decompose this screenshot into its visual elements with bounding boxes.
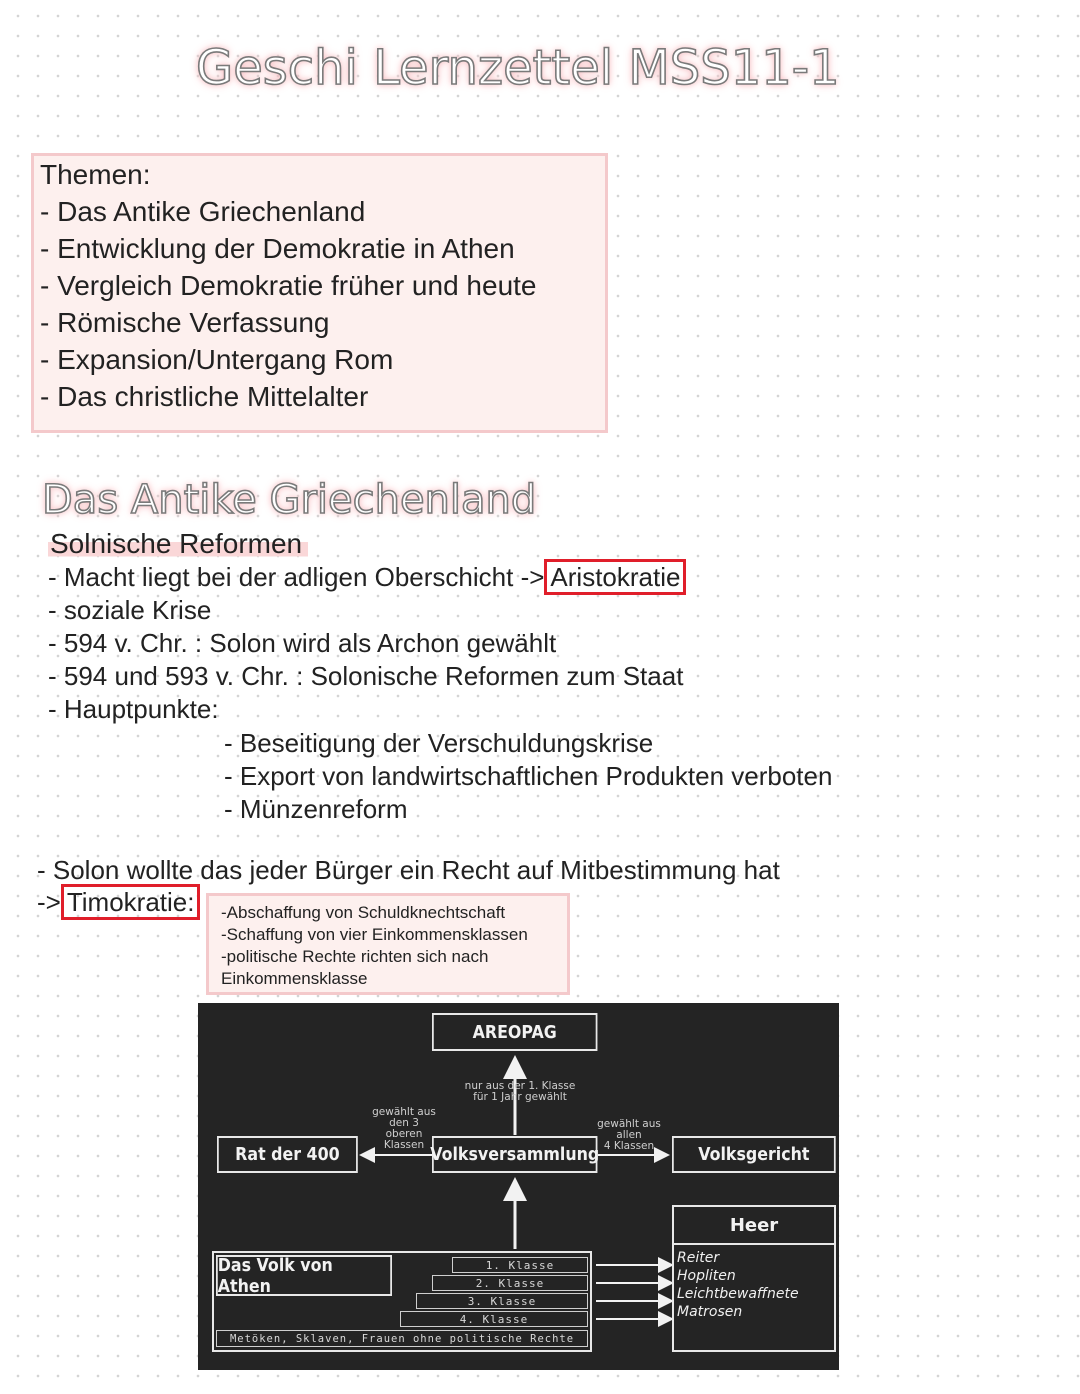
timo-note: -Schaffung von vier Einkommensklassen: [221, 925, 528, 944]
line-macht-text: - Macht liegt bei der adligen Oberschicht ->: [48, 562, 545, 592]
rat-note: [368, 1107, 440, 1151]
rat-note-line: den 3: [389, 1117, 419, 1129]
gericht-note-line: 4 Klassen: [603, 1140, 655, 1152]
line-solon: - Solon wollte das jeder Bürger ein Recht auf Mitbestimmung hat: [37, 855, 780, 885]
page-title: Geschi Lernzettel MSS11-1: [196, 40, 840, 96]
line-reformen: - 594 und 593 v. Chr. : Solonische Reformen zum Staat: [48, 661, 684, 691]
volksgericht-box: Volksgericht: [672, 1136, 836, 1173]
topics-box: [31, 153, 608, 433]
line-archon: - 594 v. Chr. : Solon wird als Archon gewählt: [48, 628, 557, 658]
heer-list: [674, 1245, 834, 1321]
areopag-note-line: nur aus der 1. Klasse: [464, 1080, 576, 1092]
heer-item: Leichtbewaffnete: [677, 1286, 799, 1302]
heer-item: Matrosen: [677, 1304, 743, 1320]
timokratie-notes: [206, 893, 570, 995]
subpoint: - Beseitigung der Verschuldungskrise: [224, 728, 654, 758]
timo-note: -politische Rechte richten sich nach: [221, 947, 489, 966]
areopag-note-line: für 1 Jahr gewählt: [473, 1091, 567, 1103]
heer-item: Hopliten: [677, 1268, 736, 1284]
timo-note: -Abschaffung von Schuldknechtschaft: [221, 903, 506, 922]
topic-item: - Das christliche Mittelalter: [40, 381, 369, 412]
klasse-step: 1. Klasse: [452, 1257, 588, 1273]
volksversammlung-box: Volksversammlung: [432, 1136, 597, 1173]
line-krise: - soziale Krise: [48, 595, 212, 625]
line-hauptpunkte: - Hauptpunkte:: [48, 694, 219, 724]
timo-note: Einkommensklasse: [221, 969, 368, 988]
gericht-note-line: gewählt aus: [597, 1118, 661, 1130]
ohne-rechte-bar: Metöken, Sklaven, Frauen ohne politische Rechte: [216, 1330, 588, 1347]
volk-box: Das Volk von Athen: [216, 1255, 392, 1296]
topic-item: - Römische Verfassung: [40, 307, 330, 338]
rat-box: Rat der 400: [217, 1136, 358, 1173]
line-timokratie: [37, 886, 200, 919]
subpoint: - Export von landwirtschaftlichen Produkten verboten: [224, 761, 833, 791]
topic-item: - Vergleich Demokratie früher und heute: [40, 270, 537, 301]
rat-note-line: Klassen: [383, 1139, 425, 1151]
rat-note-line: gewählt aus: [372, 1106, 436, 1118]
gericht-note-line: allen: [616, 1129, 642, 1141]
section-title: Das Antike Griechenland: [42, 477, 537, 523]
topics-heading: Themen:: [40, 159, 151, 190]
line-macht: [48, 561, 686, 594]
subpoint: - Münzenreform: [224, 794, 408, 824]
topic-item: - Entwicklung der Demokratie in Athen: [40, 233, 515, 264]
klasse-step: 3. Klasse: [416, 1293, 588, 1309]
topic-item: - Expansion/Untergang Rom: [40, 344, 394, 375]
solon-constitution-diagram: [198, 1003, 839, 1370]
heer-box: [672, 1205, 836, 1352]
heer-item: Reiter: [677, 1250, 720, 1266]
arrow-prefix: ->: [37, 887, 61, 917]
areopag-note: [460, 1081, 580, 1103]
klasse-step: 4. Klasse: [400, 1311, 588, 1327]
gericht-note: [594, 1119, 664, 1152]
rat-note-line: oberen: [385, 1128, 423, 1140]
timokratie-highlight: Timokratie:: [61, 884, 201, 920]
areopag-box: AREOPAG: [432, 1013, 597, 1051]
heer-title: Heer: [674, 1207, 834, 1245]
aristokratie-highlight: Aristokratie: [544, 559, 686, 595]
section-subtitle: Solnische Reformen: [48, 527, 308, 560]
topic-item: - Das Antike Griechenland: [40, 196, 366, 227]
klasse-step: 2. Klasse: [432, 1275, 588, 1291]
